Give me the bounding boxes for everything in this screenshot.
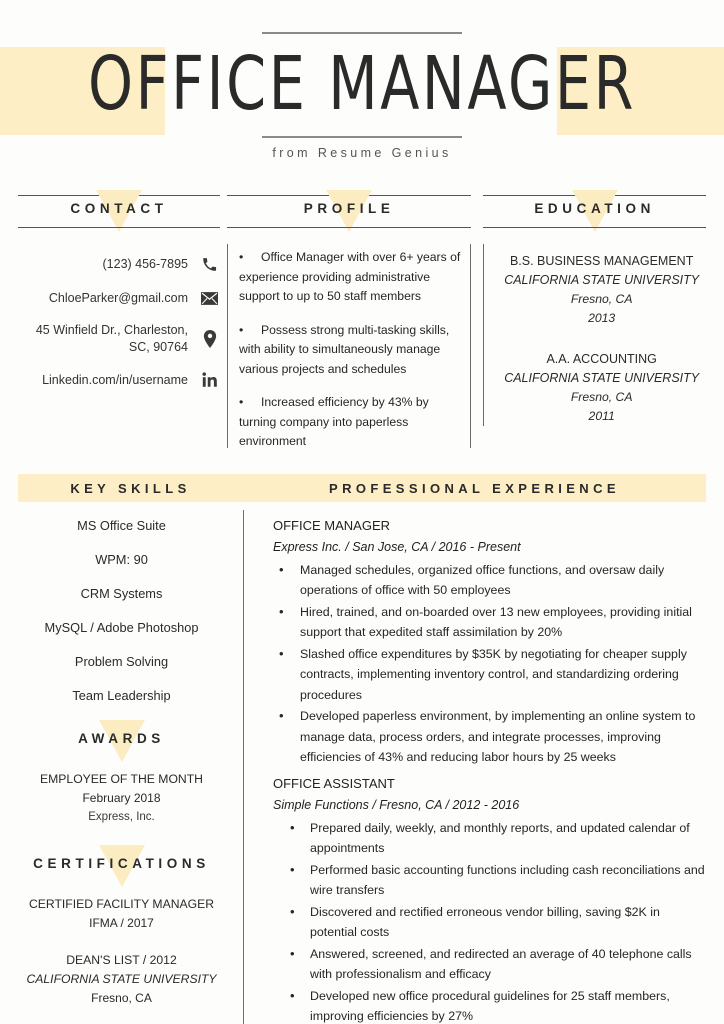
contact-item-linkedin[interactable] [18,370,220,390]
skill-item: MS Office Suite [77,517,166,533]
contact-address-value: 45 Winfield Dr., Charleston, SC, 90764 [35,323,188,354]
skill-item: Problem Solving [74,653,169,669]
experience-entry [273,516,706,768]
title-rule-top [262,32,462,34]
sidebar-column [0,502,243,1024]
awards-heading-inner [0,720,243,764]
education-degree: B.S. BUSINESS MANAGEMENT [509,254,694,268]
resume-header [0,0,724,190]
profile-bullet [239,321,461,380]
job-bullet: • Slashed office expenditures by $35K by negotiating for cheaper supply contracts, implementing inventory control, and standardizing ordering procedures [273,644,706,706]
contact-item-phone[interactable] [18,254,220,274]
education-degree: A.A. ACCOUNTING [546,352,657,366]
job-title: OFFICE ASSISTANT [273,775,395,791]
bullet-glyph: • [238,322,244,337]
certification-school: CALIFORNIA STATE UNIVERSITY [26,971,217,986]
award-name: EMPLOYEE OF THE MONTH [40,771,203,786]
certification-city: Fresno, CA [91,990,152,1005]
education-heading [483,190,706,234]
certification-entry [0,895,243,933]
job-bullet: • Performed basic accounting functions including cash reconciliations and wire transfers [273,860,706,901]
profile-bullet-text: Increased efficiency by 43% by turning company into paperless environment [238,395,429,448]
page-subtitle: from Resume Genius [272,146,452,160]
education-city: Fresno, CA [570,390,633,404]
certifications-heading [0,845,243,895]
contact-heading-label: CONTACT [70,201,168,216]
experience-entry [273,774,706,1024]
education-entry [497,252,706,328]
education-entry [497,350,706,426]
job-bullet: • Answered, screened, and redirected an average of 40 telephone calls with professionalism and efficacy [273,944,706,985]
heading-rule-bottom [483,227,706,228]
key-skills-heading-label: KEY SKILLS [70,480,191,496]
award-date: February 2018 [82,790,161,805]
experience-heading-label: PROFESSIONAL EXPERIENCE [329,480,620,496]
education-city: Fresno, CA [570,292,633,306]
linkedin-icon [200,370,220,390]
profile-bullet-text: Possess strong multi-tasking skills, with ability to simultaneously manage various projects and schedules [238,322,450,376]
certification-detail: IFMA / 2017 [89,915,154,930]
envelope-icon [200,288,220,308]
contact-list [18,254,220,390]
education-body [483,234,706,426]
top-columns [0,190,724,466]
profile-bullet-text: Office Manager with over 6+ years of experience providing administrative support to up to 50 staff members [238,250,461,303]
contact-linkedin-value: Linkedin.com/in/username [42,372,188,387]
heading-rule-bottom [227,227,471,228]
contact-item-email[interactable] [18,288,220,308]
profile-divider-right [470,244,471,448]
education-year: 2013 [588,311,616,325]
job-bullet: • Hired, trained, and on-boarded over 13 new employees, providing initial support that expedited staff assimilation by 20% [273,602,706,643]
job-bullet-list [273,560,706,768]
education-school: CALIFORNIA STATE UNIVERSITY [504,273,700,287]
contact-column [18,190,220,466]
profile-column [227,190,471,466]
job-meta: Simple Functions / Fresno, CA / 2012 - 2016 [273,797,520,812]
lower-columns [0,502,724,1024]
contact-phone-value: (123) 456-7895 [102,256,188,271]
job-bullet: • Prepared daily, weekly, and monthly reports, and updated calendar of appointments [273,818,706,859]
job-bullet: • Discovered and rectified erroneous vendor billing, saving $2K in potential costs [273,902,706,943]
job-bullet: • Managed schedules, organized office functions, and oversaw daily operations of office with 50 employees [273,560,706,601]
profile-bullet [239,248,461,307]
profile-divider-left [227,244,228,448]
phone-icon [200,254,220,274]
heading-rule-bottom [18,227,220,228]
profile-heading [227,190,471,234]
contact-item-address [18,322,220,356]
award-entry [0,770,243,827]
certification-name: DEAN'S LIST / 2012 [66,952,177,967]
contact-heading [18,190,220,234]
education-year: 2011 [588,409,615,423]
education-divider-left [483,244,484,426]
page-title: OFFICE MANAGER [87,41,637,127]
certification-entry [0,951,243,1008]
location-pin-icon [200,329,220,349]
job-meta: Express Inc. / San Jose, CA / 2016 - Present [273,539,521,554]
job-title: OFFICE MANAGER [273,517,391,533]
bullet-glyph: • [238,395,244,409]
job-bullet: • Developed paperless environment, by implementing an online system to manage data, process orders, and integrate processes, improving efficiencies of 43% and reducing labor hours by 25 weeks [273,706,706,768]
profile-bullet [239,393,461,452]
certifications-heading-inner [0,845,243,889]
skill-item: Team Leadership [72,687,171,703]
awards-heading [0,720,243,770]
experience-column [243,502,724,1024]
profile-body [227,234,471,452]
section-band-row [0,474,724,502]
education-column [483,190,706,466]
education-school: CALIFORNIA STATE UNIVERSITY [504,371,700,385]
skill-item: CRM Systems [80,585,163,601]
skill-item: WPM: 90 [95,551,148,567]
bullet-glyph: • [238,250,244,264]
job-bullet-list [273,818,706,1024]
certifications-heading-label: CERTIFICATIONS [33,855,210,871]
awards-heading-label: AWARDS [78,730,165,746]
certification-name: CERTIFIED FACILITY MANAGER [28,896,215,911]
education-heading-label: EDUCATION [534,201,655,216]
contact-email-value: ChloeParker@gmail.com [48,290,188,305]
title-rule-bottom [262,136,462,138]
skill-item: MySQL / Adobe Photoshop [44,619,199,635]
award-org: Express, Inc. [88,810,155,823]
profile-heading-label: PROFILE [303,201,395,216]
job-bullet: • Developed new office procedural guidelines for 25 staff members, improving efficiencies by 27% [273,986,706,1024]
